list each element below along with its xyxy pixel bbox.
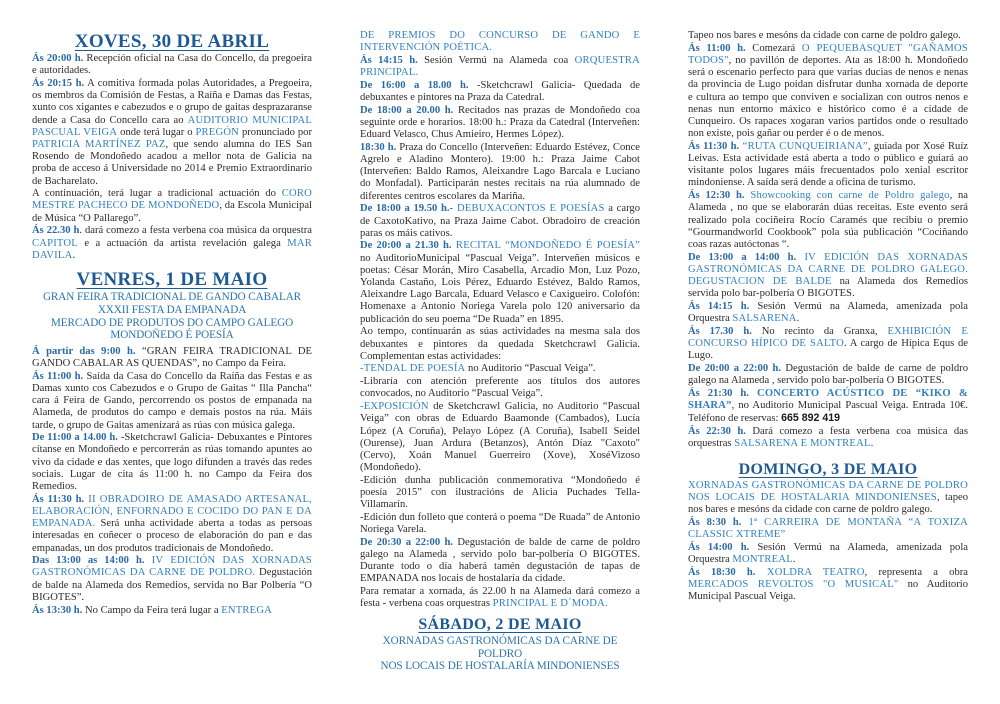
highlight: PREGÓN [195,126,240,138]
event-time: Á partir das 9:00 h. [32,345,136,357]
highlight: -EXPOSICIÓN [360,401,429,413]
event-text: A comitiva formada polas Autoridades, a Pregoeira, os membros da Comisión de Festas, a Raíña e Damas das Festas, xunto cos xigantes e cabezudos e o grupo de gaitas desprazaranse dende a Casa do Concello cara ao [32,77,312,126]
event-text: Sesión Vermú na Alameda, amenizada pola Orquestra [688,300,969,325]
day-heading-friday: VENRES, 1 DE MAIO [76,269,268,291]
event-text: , representa a obra [864,566,968,578]
highlight: AUDITORIO MUNICIPAL PASCUAL VEIGA [32,114,313,138]
event-text: Saída da Casa do Concello da Raíña das Festas e as Damas xunto cos Cabezudos e o Grupo de Gaitas “ Illa Pancha“ cara á Feira de Gando, percorrendo os postos de empanada na Alameda, de produtos do campo e demais postos na rúa. Máis tarde, o grupo de Gaitas amenizará as rúas con música galega. [32,370,312,431]
event-text: no AuditorioMunicipal “Pascual Veiga”. Interveñen músicos e poetas: César Morán, Miro Casabella, Arcadio Mon, Luz Pozo, Yolanda Castaño, Lois Pérez, Eduardo Estévez, Baldo Ramos, Aleixandre Lago Barcala, Eduard Velasco e Caxigueiro. Colofón: Homenaxe a Antonio Noriega Varela polo 120 aniversario da publicación do seu poema “De Ruada” en 1895. [360,252,640,325]
event-text: , tapeo nos bares e mesóns da cidade con carne de poldro galego. [688,492,968,516]
highlight: MAR DAVILA [32,237,312,261]
highlight: -TENDAL DE POESÍA [360,363,466,375]
event-text: , na Alameda , no que se elaborarán dúas receitas. Este evento será realizado pola cociñeira Rocío Caramés que recibiu o premio “Gourmandworld Cookbook” pola súa publicación “Cociñando coas razas autóctonas “. [688,190,968,250]
event [32,371,312,432]
event-text: e a actuación da artista revelación galega [77,237,288,249]
event [360,80,640,104]
event [688,43,968,141]
event-text: Degustación de balde de carne de poldro galego na Alameda , servido polo bar-polbería O BIGOTES. [688,362,968,387]
highlight: MONTREAL [732,554,793,566]
event-text: Recitados nas prazas de Mondoñedo coa seguinte orde e horarios. 18:00 h.: Praza da Catedral (Interveñen: Eduard Velasco, Chus Amieiro, Hermes López). [360,104,640,141]
subheading: MERCADO DE PRODUTOS DO CAMPO GALEGO [50,316,294,329]
subheading: XXXII FESTA DA EMPANADA [97,304,247,317]
event [688,30,968,42]
event [360,105,640,142]
event-text: Será unha actividade aberta a todas as persoas interesadas en coñecer o proceso de elaboración do pan e das empanadas, un dos produtos tradicionais de Mondoñedo. [32,518,312,554]
highlight: DEBUXACONTOS E POESÍAS [453,203,605,215]
event-text: Praza do Concello (Interveñen: Eduardo Estévez, Conce Agrelo e Aladino Montero). 19:00 h.: Praza Jaime Cabot (Interveñen: Baldo Ramos, Aleixandre Lago Barcala e Luciano do Monfadal). Participarán nestes recitais na rúa alumnado de diferentes centros escolares da Mariña. [360,141,640,202]
event [360,326,640,363]
event-text: onde terá lugar o [117,126,196,138]
event [360,401,640,474]
event-text: Comezará [745,42,802,54]
event-text: . dará comezo a festa verbena coa música da orquestra [79,225,312,237]
event-text: . [870,438,874,450]
event-text: no Auditorio Municipal Pascual Veiga. [688,579,968,603]
event-text: , no Auditorio Municipal Pascual Veiga. Entrada 10€. Teléfono de reservas: [688,400,968,425]
subheading: GRAN FEIRA TRADICIONAL DE GANDO CABALAR [42,291,302,304]
event-text: A continuación, terá lugar a tradicional actuación do [32,188,282,200]
event-text: , da Escola Municipal de Música “O Pallarego”. [32,200,312,224]
highlight: SALSARENA E MONTREAL [734,438,871,450]
event-time: De 20:00 a 22:00 h. [688,362,782,374]
highlight: RECITAL “MONDOÑEDO É POESÍA” [451,240,640,252]
event-time: Ás 14:15 h. [360,54,418,66]
event [688,190,968,251]
event-text: Recepción oficial na Casa do Concello, da pregoeira e autoridades. [32,53,313,77]
event-text: , guiada por Xosé Ruíz Leivas. Esta actividade está aberta a todo o público e guiará ao visitante polos lugares máis frecuentados polo xenial escritor mindoniense. A saída será dende a oficina de turismo. [688,140,968,189]
event-time: Ás 11:30 h. [32,493,85,505]
highlight: “RUTA CUNQUEIRIANA” [739,140,868,152]
event [688,301,968,325]
event-text: Para rematar a xornada, ás 22.00 h na Alameda dará comezo a festa - verbena coas orquestras [360,586,640,610]
event-time: Ás 11:30 h. [688,140,740,152]
event-time: Ás 18:30 h. [688,566,756,578]
event-time: Ás 22:30 h. [688,426,746,437]
event-text: No Campo da Feira terá lugar a [82,604,222,616]
phone-number[interactable]: 665 892 419 [781,412,841,425]
event [688,542,968,566]
event-text: “GRAN FEIRA TRADICIONAL DE GANDO CABALAR AS QUENDAS”, no Campo da Feira. [32,345,312,370]
event [32,432,312,493]
event [360,240,640,325]
event-time: 18:30 h. [360,141,397,153]
event [32,346,312,370]
event [688,480,968,517]
event-time: De 20:00 a 21.30 h. [360,240,452,252]
event-time: Ás 20:15 h. [32,77,85,89]
highlight: CAPITOL [32,237,78,249]
highlight: MERCADOS REVOLTOS "O MUSICAL" [688,579,899,591]
event-time: Ás 13:30 h. [32,604,83,616]
event [360,142,640,203]
highlight: PRINCIPAL E D´MODA. [492,598,608,610]
event-text: Dará comezo a festa verbena coa música das orquestras [688,426,969,450]
column-friday-saturday [360,30,640,673]
highlight: O PEQUEBASQUET "GAÑAMOS TODOS" [688,42,968,66]
event [688,388,968,426]
event-text: -Sketchcrawl Galicia- Debuxantes e Pintores cítanse en Mondoñedo e percorrerán as rúas tomando apuntes ao vivo da cidade e das xentes, que logo difunden a través das redes sociais. Lugar de cita ás 11:00 h. no Campo da Feira dos Remedios. [32,432,312,493]
event [32,225,312,262]
highlight: ORQUESTRA PRINCIPAL. [360,54,640,79]
event-time: De 18:00 a 20.00 h. [360,104,454,116]
event-text: pronunciado por [239,126,313,138]
column-saturday-sunday [688,30,968,604]
event-time: Ás 12:30 h. [688,190,745,202]
event-time: De 16:00 a 18.00 h. [360,79,469,91]
event-text: -Libraría con atención preferente aos títulos dos autores convocados, no Auditorio “Pascual Veiga”. [360,376,640,400]
event [32,53,312,77]
event [360,30,640,54]
highlight: XOLDRA TEATRO [755,566,865,578]
subheading: MONDOÑEDO É POESÍA [110,329,234,342]
highlight: PATRICIA MARTÍNEZ PAZ [32,138,166,150]
subheading: NOS LOCAIS DE HOSTALARÍA MINDONIENSES [380,660,620,673]
highlight: IV EDICIÓN DAS XORNADAS GASTRONÓMICAS DA CARNE DE POLDRO GALEGO. DEGUSTACION DE BALDE [688,251,969,288]
day-heading-thursday: XOVES, 30 DE ABRIL [74,31,270,52]
event-time: Ás 22.30 h [32,225,80,237]
event-time: Ás 21:30 h. [688,387,749,399]
day-heading-saturday: SÁBADO, 2 DE MAIO [418,616,582,634]
day-heading-sunday: DOMINGO, 3 DE MAIO [738,460,918,478]
event [360,586,640,610]
event-time: Ás 20:00 h. [32,53,84,64]
event-time: Das 13:00 as 14:00 h. [32,555,145,567]
highlight: XORNADAS GASTRONÓMICAS DA CARNE DE POLDRO NOS LOCAIS DE HOSTALARIA MINDONIENSES [688,479,968,504]
subheading: XORNADAS GASTRONÓMICAS DA CARNE DE POLDRO [382,635,618,660]
event-text: . [72,249,76,261]
event-text: no Auditorio “Pascual Veiga”. [465,363,596,375]
event-text: Degustación de balde de carne de poldro galego na Alameda , servido polo bar-polbería O BIGOTES. Durante todo o día haberá tamén degustación de tapas de EMPANADA nos locais de hostalaría da cidade. [360,536,640,585]
event [360,376,640,400]
event-text: Sesión Vermú na Alameda coa [417,54,575,66]
event-text: , no pavillón de deportes. Ata as 18:00 h. Mondoñedo será o escenario perfecto para que varias ducias de nenos e nenas da provincia de Lugo poidan disfrutar dunha xornada de deporte e cultura ao tempo que conviven e socializan con outros nenos e nenas nun entorno máxico e histórico como é a cidade de Cunqueiro. Os rapaces xogaran varios partidos onde o resultado non existe, pois gañar ou perder é o de menos. [688,54,968,140]
event [688,567,968,604]
event [688,326,968,363]
event [32,605,312,617]
event-text: Sesión Vermú na Alameda, amenizada pola Orquestra [688,541,969,566]
event-text: -Edición dunha publicación conmemorativa “Mondoñedo é poesía 2015” con ilustracións de Alicia Puchades Tella-Villamarín. [360,474,640,511]
highlight: CONCERTO ACÚSTICO DE “KIKO & SHARA” [688,387,968,412]
event [32,555,312,604]
highlight: DE PREMIOS DO CONCURSO DE GANDO E INTERVENCIÓN POÉTICA. [360,30,640,54]
event-time: De 13:00 a 14:00 h. [688,251,797,263]
event [688,141,968,190]
event-time: Ás 14:00 h. [688,541,750,553]
event-text: . A cargo de Hípica Equs de Lugo. [688,338,968,362]
event [688,252,968,301]
event [360,512,640,536]
event-text: -Sketchcrawl Galicia- Quedada de debuxantes e pintores na Praza da Catedral. [360,79,640,104]
event-text: , que sendo alumna do IES San Rosendo de Mondoñedo acadou a mellor nota de Galicia na proba de acceso á Universidade no 2014 e Premio Extraordinario de Bacharelato. [32,138,313,187]
event [360,363,640,375]
event [32,188,312,225]
event [688,517,968,541]
event-text: na Alameda dos Remedios servida polo bar-polbería O BIGOTES. [688,276,968,300]
event [32,78,312,188]
event-time: De 11:00 a 14.00 h. [32,432,118,444]
event [360,537,640,586]
event-time: De 18:00 a 19.50 h.- [360,203,454,215]
event [360,475,640,512]
event-time: De 20:30 a 22:00 h. [360,536,454,548]
event-time: Ás 11:00 h. [32,370,84,382]
event [360,55,640,79]
event-time: Ás 14:15 h. [688,300,750,312]
event-time: Ás 17.30 h. [688,325,752,337]
highlight: ENTREGA [221,604,273,616]
event-time: Ás 8:30 h. [688,517,742,529]
event-text: No recinto da Granxa, [751,325,888,337]
event-text: Ao tempo, continuarán as súas actividades na mesma sala dos debuxantes e pintores da quedada Sketchcrawl Galicia. Complementan estas actividades: [360,326,640,362]
event-text: . [792,554,796,566]
event-text: Tapeo nos bares e mesóns da cidade con carne de poldro galego. [688,30,961,41]
event-text: . [796,313,800,325]
highlight: CORO MESTRE PACHECO DE MONDOÑEDO [32,188,312,212]
highlight: II OBRADOIRO DE AMASADO ARTESANAL, ELABORACIÓN, ENFORNADO E COCIDO DO PAN E DA EMPANADA. [32,493,312,530]
event [360,203,640,240]
event [688,426,968,450]
highlight: SALSARENA [732,313,797,325]
event-text: a cargo de CaxotoKativo, na Praza Jaime Cabot. Obradoiro de creación paras os máis cativos. [360,203,640,239]
highlight: IV EDICIÓN DAS XORNADAS GASTRONÓMICAS DA CARNE DE POLDRO. [32,555,312,579]
highlight: EXHIBICIÓN E CONCURSO HÍPICO DE SALTO [688,325,969,350]
event [32,494,312,555]
event-time: Ás 11:00 h. [688,42,746,54]
highlight: Showcooking con carne de Poldro galego [744,190,950,202]
event-text: -Edición dun folleto que conterá o poema “De Ruada” de Antonio Noriega Varela. [360,511,640,536]
event [688,363,968,387]
column-thursday-friday [32,30,312,617]
highlight: 1ª CARREIRA DE MONTAÑA “A TOXIZA CLASSIC XTREME” [688,517,969,541]
event-text: Degustación de balde na Alameda dos Remedios, servida no Bar Polbería “O BIGOTES”. [32,567,312,603]
event-text: de Sketchcrawl Galicia, no Auditorio “Pascual Veiga” con obras de Eduardo Baamonde (Cambados), Lucía López (A Coruña), Pelayo López (A Coruña), Isabell Seidel (Ourense), Juan Ardura (Betanzos), Antón Díaz "Caxoto" (Cervo), Xoán Manuel Guerreiro (Xove), XoséVizoso (Mondoñedo). [360,401,640,474]
